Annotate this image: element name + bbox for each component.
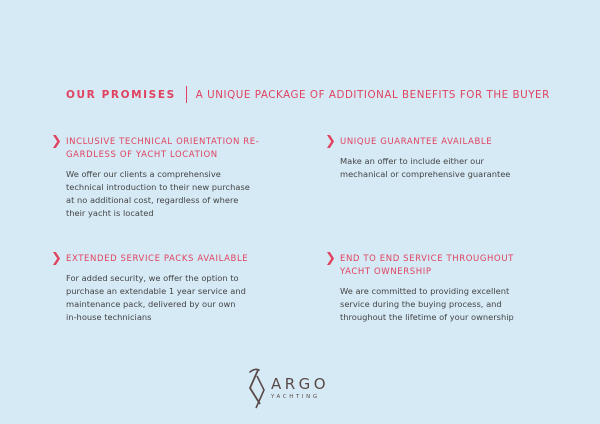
chevron-right-icon: ❯ [51, 251, 62, 266]
promise-body-line: throughout the lifetime of your ownership [340, 312, 514, 322]
promise-title-line: GARDLESS OF YACHT LOCATION [66, 150, 218, 160]
promise-title-line: EXTENDED SERVICE PACKS AVAILABLE [66, 254, 249, 264]
promise-body-line: maintenance pack, delivered by our own [66, 299, 236, 309]
promise-body [340, 285, 550, 324]
promise-item-orientation [51, 134, 291, 220]
header-title: OUR PROMISES [66, 88, 176, 101]
promise-body-line: Make an offer to include either our [340, 156, 484, 166]
promise-body-line: at no additional cost, regardless of where [66, 195, 239, 205]
promise-body [66, 272, 296, 324]
promise-item-service-packs [51, 251, 296, 324]
promise-item-guarantee [325, 134, 540, 181]
argo-yachting-logo [244, 366, 329, 410]
chevron-right-icon: ❯ [51, 134, 62, 149]
promise-body-line: We are committed to providing excellent [340, 286, 510, 296]
logo-text [271, 374, 330, 400]
logo-name: ARGO [271, 374, 330, 393]
promise-title [66, 253, 296, 266]
argo-mark-icon [244, 366, 268, 410]
promise-title-line: INCLUSIVE TECHNICAL ORIENTATION RE- [66, 137, 260, 147]
promise-body-line: purchase an extendable 1 year service and [66, 286, 246, 296]
section-header [66, 86, 550, 103]
promise-title-line: UNIQUE GUARANTEE AVAILABLE [340, 137, 493, 147]
promise-body-line: their yacht is located [66, 208, 154, 218]
promise-title-line: END TO END SERVICE THROUGHOUT [340, 254, 514, 264]
header-subtitle: A UNIQUE PACKAGE OF ADDITIONAL BENEFITS FOR THE BUYER [195, 88, 550, 101]
promise-body-line: We offer our clients a comprehensive [66, 169, 221, 179]
promise-body-line: in-house technicians [66, 312, 152, 322]
promise-title [66, 136, 291, 162]
header-divider [186, 86, 187, 103]
promise-body-line: For added security, we offer the option to [66, 273, 239, 283]
promise-title [340, 253, 550, 279]
promise-body [340, 155, 540, 181]
chevron-right-icon: ❯ [325, 134, 336, 149]
promise-body [66, 168, 291, 220]
promise-body-line: mechanical or comprehensive guarantee [340, 169, 511, 179]
chevron-right-icon: ❯ [325, 251, 336, 266]
logo-subtitle: YACHTING [271, 393, 320, 400]
promise-item-end-to-end [325, 251, 550, 324]
promise-body-line: technical introduction to their new purchase [66, 182, 250, 192]
promise-body-line: service during the buying process, and [340, 299, 502, 309]
promise-title [340, 136, 540, 149]
promise-title-line: YACHT OWNERSHIP [340, 267, 432, 277]
